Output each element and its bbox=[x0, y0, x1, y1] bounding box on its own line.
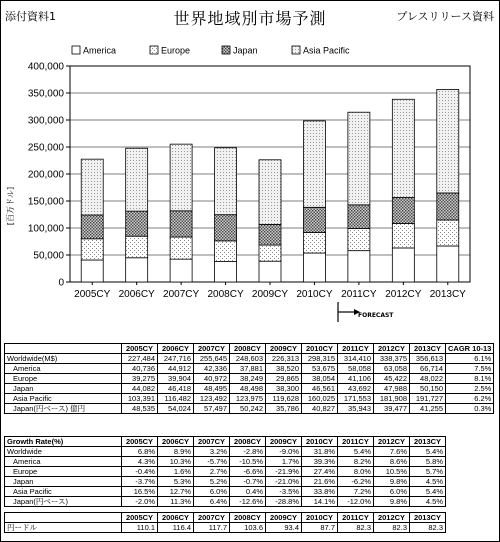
table-cell: 82.3 bbox=[410, 523, 446, 533]
column-header: 2012CY bbox=[374, 437, 410, 447]
table-cell: -12.6% bbox=[230, 497, 266, 507]
table-cell: 31.8% bbox=[302, 447, 338, 457]
column-header: 2010CY bbox=[302, 513, 338, 523]
bar-segment-japan bbox=[215, 215, 237, 241]
table-cell: 40,827 bbox=[302, 404, 338, 414]
table-cell: 63,058 bbox=[374, 364, 410, 374]
table-cell: 14.1% bbox=[302, 497, 338, 507]
table-row bbox=[5, 497, 446, 507]
column-header: 2005CY bbox=[122, 513, 158, 523]
bar-segment-europe bbox=[392, 223, 414, 248]
table-row bbox=[5, 477, 446, 487]
y-tick-label: 350,000 bbox=[27, 88, 64, 100]
bar-segment-japan bbox=[348, 205, 370, 229]
bar-segment-america bbox=[437, 246, 459, 282]
market-size-table bbox=[4, 343, 494, 414]
table-cell: 247,716 bbox=[158, 354, 194, 364]
table-cell: 123,492 bbox=[194, 394, 230, 404]
table-row bbox=[5, 404, 494, 414]
table-cell: 41,106 bbox=[338, 374, 374, 384]
table-cell: 5.7% bbox=[410, 467, 446, 477]
table-cell: 248,603 bbox=[230, 354, 266, 364]
legend-label: Asia Pacific bbox=[303, 45, 350, 56]
table-cell: 5.4% bbox=[410, 447, 446, 457]
table-cell: -6.6% bbox=[230, 467, 266, 477]
column-header: 2007CY bbox=[194, 437, 230, 447]
column-header: 2006CY bbox=[158, 344, 194, 354]
column-header: 2011CY bbox=[338, 344, 374, 354]
table-cell: 33.8% bbox=[302, 487, 338, 497]
table-cell: 10.3% bbox=[158, 457, 194, 467]
column-header: CAGR 10-13 bbox=[446, 344, 494, 354]
row-label: America bbox=[5, 364, 122, 374]
table-cell: 255,645 bbox=[194, 354, 230, 364]
row-label: Asia Pacific bbox=[5, 487, 122, 497]
table-row bbox=[5, 457, 446, 467]
column-header: 2013CY bbox=[410, 513, 446, 523]
table-cell: 0.4% bbox=[230, 487, 266, 497]
row-label: Asia Pacific bbox=[5, 394, 122, 404]
table-cell: 5.2% bbox=[194, 477, 230, 487]
bar-segment-japan bbox=[303, 207, 325, 232]
table-cell: 37,881 bbox=[230, 364, 266, 374]
table-cell: 10.5% bbox=[374, 467, 410, 477]
y-tick-label: 200,000 bbox=[27, 169, 64, 181]
table-cell: 44,912 bbox=[158, 364, 194, 374]
table-corner-header bbox=[5, 344, 122, 354]
bar-segment-america bbox=[303, 253, 325, 282]
table-cell: 0.3% bbox=[446, 404, 494, 414]
legend-label: America bbox=[83, 45, 117, 56]
y-tick-label: 300,000 bbox=[27, 115, 64, 127]
table-cell: 9.8% bbox=[374, 497, 410, 507]
column-header: 2006CY bbox=[158, 513, 194, 523]
table-cell: 227,484 bbox=[122, 354, 158, 364]
legend-swatch bbox=[222, 46, 230, 54]
table-cell: 38,300 bbox=[266, 384, 302, 394]
table-cell: 39,477 bbox=[374, 404, 410, 414]
bar-segment-japan bbox=[392, 198, 414, 224]
table-cell: 5.8% bbox=[410, 457, 446, 467]
table-cell: 66,714 bbox=[410, 364, 446, 374]
table-cell: -2.0% bbox=[122, 497, 158, 507]
table-cell: 8.0% bbox=[338, 467, 374, 477]
table-cell: 38,520 bbox=[266, 364, 302, 374]
y-tick-label: 250,000 bbox=[27, 142, 64, 154]
row-label: Worldwide bbox=[5, 447, 122, 457]
row-label: Japan(円ベース) 億円 bbox=[5, 404, 122, 414]
page-title: 世界地域別市場予測 bbox=[173, 9, 327, 28]
table-cell: 46,418 bbox=[158, 384, 194, 394]
x-tick-label: 2005CY bbox=[74, 289, 111, 300]
table-cell: 8.2% bbox=[338, 457, 374, 467]
table-cell: 48,535 bbox=[122, 404, 158, 414]
table-row bbox=[5, 374, 494, 384]
column-header: 2007CY bbox=[194, 513, 230, 523]
bar-segment-japan bbox=[259, 224, 281, 245]
column-header: 2009CY bbox=[266, 344, 302, 354]
x-tick-label: 2007CY bbox=[163, 289, 200, 300]
x-tick-label: 2008CY bbox=[207, 289, 244, 300]
table-cell: 8.9% bbox=[158, 447, 194, 457]
table-cell: 181,908 bbox=[374, 394, 410, 404]
table-cell: 298,315 bbox=[302, 354, 338, 364]
row-label: 円ードル bbox=[5, 523, 122, 533]
table-cell: 47,988 bbox=[374, 384, 410, 394]
bar-segment-japan bbox=[170, 211, 192, 237]
legend-label: Japan bbox=[233, 45, 258, 56]
row-label: Japan bbox=[5, 384, 122, 394]
table-cell: 87.7 bbox=[302, 523, 338, 533]
table-cell: 50,242 bbox=[230, 404, 266, 414]
table-cell: 5.4% bbox=[410, 487, 446, 497]
table-cell: 9.8% bbox=[374, 477, 410, 487]
bar-segment-japan bbox=[81, 215, 103, 239]
table-cell: 116.4 bbox=[158, 523, 194, 533]
table-cell: 6.4% bbox=[194, 497, 230, 507]
press-release-label: プレスリリース資料 bbox=[396, 10, 494, 23]
table-cell: 16.5% bbox=[122, 487, 158, 497]
table-cell: 5.3% bbox=[158, 477, 194, 487]
table-cell: 45,422 bbox=[374, 374, 410, 384]
table-cell: 12.7% bbox=[158, 487, 194, 497]
table-cell: 48,498 bbox=[230, 384, 266, 394]
table-cell: 6.0% bbox=[374, 487, 410, 497]
x-tick-label: 2006CY bbox=[118, 289, 155, 300]
table-cell: 39.3% bbox=[302, 457, 338, 467]
table-cell: 117.7 bbox=[194, 523, 230, 533]
bar-segment-japan bbox=[437, 193, 459, 220]
table-row bbox=[5, 467, 446, 477]
bar-segment-europe bbox=[259, 245, 281, 261]
bar-segment-europe bbox=[303, 232, 325, 253]
table-row bbox=[5, 364, 494, 374]
bar-segment-america bbox=[348, 251, 370, 282]
x-tick-label: 2012CY bbox=[385, 289, 422, 300]
table-cell: 29,865 bbox=[266, 374, 302, 384]
table-cell: 103,391 bbox=[122, 394, 158, 404]
table-cell: 4.5% bbox=[410, 497, 446, 507]
column-header: 2007CY bbox=[194, 344, 230, 354]
y-tick-label: 50,000 bbox=[33, 250, 64, 262]
x-tick-label: 2013CY bbox=[429, 289, 466, 300]
table-row bbox=[5, 487, 446, 497]
table-cell: 2.7% bbox=[194, 467, 230, 477]
bar-segment-asia-pacific bbox=[259, 160, 281, 225]
table-cell: 57,497 bbox=[194, 404, 230, 414]
legend-swatch bbox=[150, 46, 158, 54]
table-cell: 27.4% bbox=[302, 467, 338, 477]
table-cell: -9.0% bbox=[266, 447, 302, 457]
table-cell: 44,082 bbox=[122, 384, 158, 394]
row-label: Europe bbox=[5, 374, 122, 384]
column-header: 2011CY bbox=[338, 513, 374, 523]
table-cell: 1.7% bbox=[266, 457, 302, 467]
column-header: 2005CY bbox=[122, 344, 158, 354]
bar-segment-asia-pacific bbox=[170, 144, 192, 211]
table-cell: -6.2% bbox=[338, 477, 374, 487]
table-cell: -3.7% bbox=[122, 477, 158, 487]
table-cell: 43,692 bbox=[338, 384, 374, 394]
column-header: 2010CY bbox=[302, 437, 338, 447]
x-tick-label: 2010CY bbox=[296, 289, 333, 300]
table-cell: 6.1% bbox=[446, 354, 494, 364]
table-cell: 356,613 bbox=[410, 354, 446, 364]
table-cell: 42,336 bbox=[194, 364, 230, 374]
table-cell: -12.0% bbox=[338, 497, 374, 507]
table-cell: 6.0% bbox=[194, 487, 230, 497]
column-header: 2013CY bbox=[410, 437, 446, 447]
column-header: 2012CY bbox=[374, 344, 410, 354]
forecast-marker bbox=[338, 302, 394, 322]
legend-swatch bbox=[292, 46, 300, 54]
table-corner-header bbox=[5, 513, 122, 523]
table-cell: 35,943 bbox=[338, 404, 374, 414]
table-cell: 39,275 bbox=[122, 374, 158, 384]
table-cell: 21.6% bbox=[302, 477, 338, 487]
column-header: 2009CY bbox=[266, 513, 302, 523]
table-corner-header: Growth Rate(%) bbox=[5, 437, 122, 447]
y-axis-label: [百万ドル] bbox=[6, 186, 15, 226]
bar-segment-europe bbox=[170, 237, 192, 259]
table-cell: 11.3% bbox=[158, 497, 194, 507]
bar-segment-europe bbox=[215, 241, 237, 262]
table-cell: 6.2% bbox=[446, 394, 494, 404]
table-cell: 39,904 bbox=[158, 374, 194, 384]
table-cell: -21.9% bbox=[266, 467, 302, 477]
x-tick-label: 2009CY bbox=[251, 289, 289, 300]
table-row bbox=[5, 394, 494, 404]
table-cell: 4.5% bbox=[410, 477, 446, 487]
x-tick-label: 2011CY bbox=[341, 289, 377, 300]
column-header: 2008CY bbox=[230, 437, 266, 447]
table-cell: 54,024 bbox=[158, 404, 194, 414]
table-cell: -0.7% bbox=[230, 477, 266, 487]
table-cell: 123,975 bbox=[230, 394, 266, 404]
bar-segment-europe bbox=[437, 220, 459, 246]
row-label: Japan bbox=[5, 477, 122, 487]
forecast-label: FORECAST bbox=[358, 312, 394, 319]
column-header: 2005CY bbox=[122, 437, 158, 447]
row-label: Japan(円ベース) bbox=[5, 497, 122, 507]
bar-segment-asia-pacific bbox=[215, 148, 237, 215]
table-cell: 8.1% bbox=[446, 374, 494, 384]
bar-segment-europe bbox=[126, 236, 148, 258]
column-header: 2006CY bbox=[158, 437, 194, 447]
bar-segment-japan bbox=[126, 211, 148, 236]
table-cell: 191,727 bbox=[410, 394, 446, 404]
table-cell: 338,375 bbox=[374, 354, 410, 364]
table-cell: 8.6% bbox=[374, 457, 410, 467]
bar-segment-america bbox=[170, 259, 192, 282]
bar-segment-america bbox=[259, 261, 281, 282]
table-cell: 82.3 bbox=[374, 523, 410, 533]
table-cell: 7.6% bbox=[374, 447, 410, 457]
table-row bbox=[5, 354, 494, 364]
y-tick-label: 150,000 bbox=[27, 196, 64, 208]
y-tick-label: 0 bbox=[58, 277, 64, 289]
table-cell: 50,150 bbox=[410, 384, 446, 394]
attachment-label: 添付資料1 bbox=[5, 10, 56, 23]
table-row bbox=[5, 384, 494, 394]
column-header: 2013CY bbox=[410, 344, 446, 354]
table-cell: 3.2% bbox=[194, 447, 230, 457]
table-cell: 40,736 bbox=[122, 364, 158, 374]
table-row bbox=[5, 523, 446, 533]
table-cell: 38,249 bbox=[230, 374, 266, 384]
table-cell: 7.2% bbox=[338, 487, 374, 497]
table-cell: -0.4% bbox=[122, 467, 158, 477]
column-header: 2010CY bbox=[302, 344, 338, 354]
row-label: Worldwide(M$) bbox=[5, 354, 122, 364]
row-label: America bbox=[5, 457, 122, 467]
table-cell: 38,054 bbox=[302, 374, 338, 384]
table-cell: 41,255 bbox=[410, 404, 446, 414]
table-cell: 40,972 bbox=[194, 374, 230, 384]
growth-rate-table bbox=[4, 436, 446, 507]
table-cell: -3.5% bbox=[266, 487, 302, 497]
table-cell: 7.5% bbox=[446, 364, 494, 374]
bar-segment-asia-pacific bbox=[348, 112, 370, 205]
column-header: 2011CY bbox=[338, 437, 374, 447]
table-cell: 4.3% bbox=[122, 457, 158, 467]
exchange-rate-table bbox=[4, 512, 446, 533]
table-cell: 6.8% bbox=[122, 447, 158, 457]
table-cell: 2.5% bbox=[446, 384, 494, 394]
table-cell: -21.0% bbox=[266, 477, 302, 487]
column-header: 2012CY bbox=[374, 513, 410, 523]
chart-legend bbox=[72, 46, 350, 56]
bar-segment-europe bbox=[348, 228, 370, 250]
table-cell: 53,675 bbox=[302, 364, 338, 374]
bar-segment-america bbox=[81, 260, 103, 282]
table-cell: 116,482 bbox=[158, 394, 194, 404]
table-cell: -2.8% bbox=[230, 447, 266, 457]
column-header: 2008CY bbox=[230, 513, 266, 523]
table-cell: -28.8% bbox=[266, 497, 302, 507]
table-cell: 58,058 bbox=[338, 364, 374, 374]
table-row bbox=[5, 447, 446, 457]
bar-segment-europe bbox=[81, 239, 103, 260]
table-cell: 110.1 bbox=[122, 523, 158, 533]
table-cell: 226,313 bbox=[266, 354, 302, 364]
bar-segment-america bbox=[392, 248, 414, 282]
bar-segment-asia-pacific bbox=[303, 121, 325, 207]
legend-label: Europe bbox=[161, 45, 191, 56]
row-label: Europe bbox=[5, 467, 122, 477]
legend-swatch bbox=[72, 46, 80, 54]
table-cell: 48,495 bbox=[194, 384, 230, 394]
stacked-bar-chart bbox=[0, 36, 500, 326]
table-cell: 48,022 bbox=[410, 374, 446, 384]
y-tick-label: 400,000 bbox=[27, 61, 64, 73]
table-cell: 103.6 bbox=[230, 523, 266, 533]
table-cell: 5.4% bbox=[338, 447, 374, 457]
bar-segment-america bbox=[126, 258, 148, 282]
table-cell: 35,786 bbox=[266, 404, 302, 414]
table-cell: 171,553 bbox=[338, 394, 374, 404]
bar-segment-asia-pacific bbox=[392, 99, 414, 197]
table-cell: -5.7% bbox=[194, 457, 230, 467]
bar-segment-asia-pacific bbox=[81, 159, 103, 215]
table-cell: 160,025 bbox=[302, 394, 338, 404]
column-header: 2008CY bbox=[230, 344, 266, 354]
bar-segment-america bbox=[215, 262, 237, 282]
table-cell: 119,628 bbox=[266, 394, 302, 404]
table-cell: 1.6% bbox=[158, 467, 194, 477]
column-header: 2009CY bbox=[266, 437, 302, 447]
y-tick-label: 100,000 bbox=[27, 223, 64, 235]
bar-segment-asia-pacific bbox=[126, 148, 148, 211]
table-cell: 314,410 bbox=[338, 354, 374, 364]
table-cell: 93.4 bbox=[266, 523, 302, 533]
table-cell: 82.3 bbox=[338, 523, 374, 533]
table-cell: 46,561 bbox=[302, 384, 338, 394]
table-cell: -10.5% bbox=[230, 457, 266, 467]
bar-segment-asia-pacific bbox=[437, 89, 459, 193]
